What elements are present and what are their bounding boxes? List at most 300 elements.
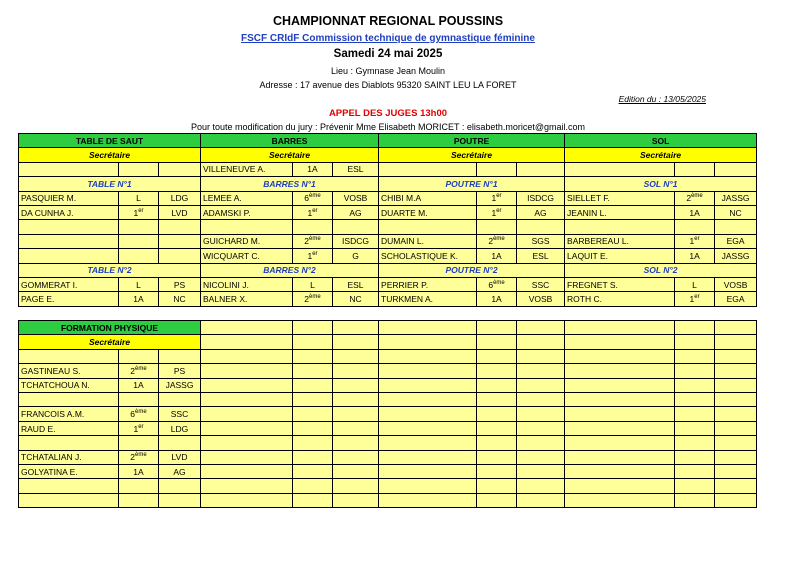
level-value: 2 xyxy=(130,365,136,376)
judge-name: PAGE E. xyxy=(19,292,119,306)
empty-cell xyxy=(333,306,379,320)
judge-level xyxy=(119,205,159,219)
level-value: 1A xyxy=(689,250,700,261)
empty-cell xyxy=(565,464,675,478)
empty-cell xyxy=(565,493,675,507)
judge-name: ADAMSKI P. xyxy=(201,205,293,219)
empty-cell xyxy=(333,421,379,435)
judge-name: TCHATALIAN J. xyxy=(19,450,119,464)
judge-row xyxy=(19,364,757,378)
judge-name: WICQUART C. xyxy=(201,249,293,263)
judge-level xyxy=(119,292,159,306)
empty-cell xyxy=(715,306,757,320)
group-title: TABLE N°2 xyxy=(19,263,201,277)
empty-cell xyxy=(715,464,757,478)
secretary-label: Secrétaire xyxy=(201,148,379,162)
level-suffix: ème xyxy=(493,236,505,243)
formation-header-row xyxy=(19,321,757,335)
judge-name: PASQUIER M. xyxy=(19,191,119,205)
empty-cell xyxy=(565,349,675,363)
empty-cell xyxy=(293,436,333,450)
judge-club xyxy=(159,249,201,263)
empty-cell xyxy=(477,464,517,478)
judge-level xyxy=(119,450,159,464)
formation-secretary-row xyxy=(19,335,757,349)
spacer-row xyxy=(19,306,757,320)
judge-level xyxy=(675,205,715,219)
empty-cell xyxy=(19,349,119,363)
secretary-label: Secrétaire xyxy=(565,148,757,162)
judge-name: FRANCOIS A.M. xyxy=(19,407,119,421)
level-value: 2 xyxy=(488,236,494,247)
empty-cell xyxy=(201,450,293,464)
judge-club xyxy=(333,220,379,234)
level-value: 1A xyxy=(491,293,502,304)
group-title: TABLE N°1 xyxy=(19,177,201,191)
level-suffix: ème xyxy=(309,193,321,200)
empty-cell xyxy=(293,450,333,464)
judge-level xyxy=(293,277,333,291)
secretary-label: Secrétaire xyxy=(379,148,565,162)
empty-cell xyxy=(379,421,477,435)
empty-cell xyxy=(379,450,477,464)
level-suffix: ème xyxy=(691,193,703,200)
judge-club: ISDCG xyxy=(333,234,379,248)
empty-cell xyxy=(333,450,379,464)
level-suffix: ème xyxy=(309,293,321,300)
judge-level xyxy=(119,464,159,478)
secretary-header-row xyxy=(19,148,757,162)
empty-cell xyxy=(715,407,757,421)
empty-cell xyxy=(201,493,293,507)
judge-club: LDG xyxy=(159,191,201,205)
level-value: 1 xyxy=(491,193,497,204)
judge-level xyxy=(675,249,715,263)
judge-club xyxy=(159,220,201,234)
judge-club: VOSB xyxy=(333,191,379,205)
judge-name: RAUD E. xyxy=(19,421,119,435)
empty-cell xyxy=(379,493,477,507)
empty-cell xyxy=(333,407,379,421)
level-value: 2 xyxy=(304,236,310,247)
empty-cell xyxy=(565,335,675,349)
empty-cell xyxy=(379,479,477,493)
empty-cell xyxy=(19,306,119,320)
judge-level xyxy=(119,191,159,205)
judge-club xyxy=(159,393,201,407)
empty-cell xyxy=(293,378,333,392)
empty-cell xyxy=(477,421,517,435)
empty-cell xyxy=(477,335,517,349)
judge-name: ROTH C. xyxy=(565,292,675,306)
empty-cell xyxy=(675,464,715,478)
judge-level xyxy=(293,191,333,205)
judge-level xyxy=(477,234,517,248)
empty-cell xyxy=(565,450,675,464)
judge-club: NC xyxy=(333,292,379,306)
empty-cell xyxy=(565,321,675,335)
empty-cell xyxy=(715,321,757,335)
judge-level xyxy=(119,378,159,392)
empty-cell xyxy=(379,378,477,392)
empty-cell xyxy=(293,364,333,378)
empty-cell xyxy=(565,393,675,407)
judge-level xyxy=(293,234,333,248)
level-value: 6 xyxy=(304,193,310,204)
judge-club: VOSB xyxy=(715,277,757,291)
empty-cell xyxy=(477,162,517,176)
judge-level xyxy=(119,249,159,263)
level-value: 2 xyxy=(130,452,136,463)
judge-name: BALNER X. xyxy=(201,292,293,306)
group-title: POUTRE N°1 xyxy=(379,177,565,191)
judge-level xyxy=(477,191,517,205)
judge-club: AG xyxy=(517,205,565,219)
judge-level xyxy=(119,479,159,493)
judge-row xyxy=(19,393,757,407)
judge-row xyxy=(19,292,757,306)
empty-cell xyxy=(477,479,517,493)
empty-cell xyxy=(517,479,565,493)
judge-row xyxy=(19,464,757,478)
level-value: L xyxy=(136,279,141,290)
judge-club: LVD xyxy=(159,205,201,219)
judge-name xyxy=(201,220,293,234)
judge-name: JEANIN L. xyxy=(565,205,675,219)
document-title: CHAMPIONNAT REGIONAL POUSSINS xyxy=(272,14,504,28)
secretary-row xyxy=(19,162,757,176)
judge-club: NC xyxy=(715,205,757,219)
empty-cell xyxy=(675,436,715,450)
judge-name xyxy=(19,493,119,507)
judge-name xyxy=(565,220,675,234)
empty-cell xyxy=(333,364,379,378)
judge-club: AG xyxy=(333,205,379,219)
empty-cell xyxy=(19,162,119,176)
empty-cell xyxy=(293,321,333,335)
empty-cell xyxy=(675,321,715,335)
judge-club: G xyxy=(333,249,379,263)
judge-club: ESL xyxy=(517,249,565,263)
empty-cell xyxy=(517,421,565,435)
judge-club: EGA xyxy=(715,234,757,248)
empty-cell xyxy=(333,464,379,478)
empty-cell xyxy=(477,321,517,335)
judge-club: ESL xyxy=(333,162,379,176)
empty-cell xyxy=(333,493,379,507)
level-value: 6 xyxy=(130,409,136,420)
empty-cell xyxy=(379,306,477,320)
empty-cell xyxy=(379,162,477,176)
level-suffix: ème xyxy=(493,279,505,286)
section-poutre: POUTRE xyxy=(379,134,565,148)
judge-name: SIELLET F. xyxy=(565,191,675,205)
empty-cell xyxy=(293,493,333,507)
level-value: 1 xyxy=(133,423,139,434)
judge-club xyxy=(715,220,757,234)
judge-club: LDG xyxy=(159,421,201,435)
empty-cell xyxy=(565,436,675,450)
empty-cell xyxy=(477,364,517,378)
judge-level xyxy=(675,277,715,291)
judge-club: LVD xyxy=(159,450,201,464)
empty-cell xyxy=(565,162,675,176)
level-suffix: er xyxy=(138,423,144,430)
empty-cell xyxy=(293,306,333,320)
empty-cell xyxy=(565,479,675,493)
judge-name xyxy=(19,393,119,407)
level-value: 1 xyxy=(133,207,139,218)
judge-level xyxy=(675,292,715,306)
judge-level xyxy=(293,220,333,234)
judge-level xyxy=(293,249,333,263)
empty-cell xyxy=(565,378,675,392)
empty-cell xyxy=(333,479,379,493)
judge-name: GOMMERAT I. xyxy=(19,277,119,291)
empty-cell xyxy=(675,450,715,464)
judge-row xyxy=(19,220,757,234)
empty-cell xyxy=(379,364,477,378)
empty-cell xyxy=(333,378,379,392)
empty-cell xyxy=(201,393,293,407)
judge-row xyxy=(19,421,757,435)
judge-row xyxy=(19,450,757,464)
empty-cell xyxy=(675,493,715,507)
empty-cell xyxy=(517,436,565,450)
judge-level: 1A xyxy=(293,162,333,176)
judge-club: NC xyxy=(159,292,201,306)
judge-level xyxy=(477,205,517,219)
empty-cell xyxy=(379,407,477,421)
empty-cell xyxy=(159,349,201,363)
judge-row xyxy=(19,191,757,205)
empty-cell xyxy=(201,349,293,363)
judge-level xyxy=(675,234,715,248)
edition-date: Edition du : 13/05/2025 xyxy=(618,94,706,104)
empty-cell xyxy=(379,349,477,363)
empty-cell xyxy=(333,393,379,407)
section-formation-physique: FORMATION PHYSIQUE xyxy=(19,321,201,335)
judge-name xyxy=(19,234,119,248)
empty-cell xyxy=(333,335,379,349)
judge-name: BARBEREAU L. xyxy=(565,234,675,248)
judge-row xyxy=(19,205,757,219)
judge-row xyxy=(19,493,757,507)
formation-blank-row xyxy=(19,349,757,363)
empty-cell xyxy=(517,464,565,478)
judge-club xyxy=(159,479,201,493)
level-value: L xyxy=(692,279,697,290)
judge-club: VOSB xyxy=(517,292,565,306)
empty-cell xyxy=(477,378,517,392)
empty-cell xyxy=(715,436,757,450)
level-suffix: er xyxy=(312,207,318,214)
judge-name: FREGNET S. xyxy=(565,277,675,291)
empty-cell xyxy=(715,162,757,176)
empty-cell xyxy=(477,407,517,421)
judge-name xyxy=(19,479,119,493)
empty-cell xyxy=(293,349,333,363)
empty-cell xyxy=(379,393,477,407)
empty-cell xyxy=(715,450,757,464)
judge-club: EGA xyxy=(715,292,757,306)
judge-level xyxy=(119,407,159,421)
group-title: SOL N°2 xyxy=(565,263,757,277)
empty-cell xyxy=(119,306,159,320)
judge-row xyxy=(19,234,757,248)
level-suffix: er xyxy=(312,250,318,257)
empty-cell xyxy=(201,335,293,349)
empty-cell xyxy=(477,450,517,464)
empty-cell xyxy=(201,421,293,435)
judge-name: GUICHARD M. xyxy=(201,234,293,248)
empty-cell xyxy=(293,335,333,349)
empty-cell xyxy=(675,364,715,378)
level-value: L xyxy=(136,193,141,204)
judge-level xyxy=(119,220,159,234)
empty-cell xyxy=(517,364,565,378)
empty-cell xyxy=(201,364,293,378)
judge-level xyxy=(119,421,159,435)
judge-level xyxy=(675,220,715,234)
judge-level xyxy=(477,277,517,291)
judge-name: DUMAIN L. xyxy=(379,234,477,248)
empty-cell xyxy=(517,349,565,363)
empty-cell xyxy=(517,450,565,464)
judge-name: LAQUIT E. xyxy=(565,249,675,263)
empty-cell xyxy=(333,321,379,335)
level-value: 2 xyxy=(686,193,692,204)
apparatus-header-row xyxy=(19,134,757,148)
empty-cell xyxy=(477,306,517,320)
empty-cell xyxy=(201,306,293,320)
judge-club: JASSG xyxy=(715,191,757,205)
judge-club xyxy=(159,234,201,248)
judge-name xyxy=(379,220,477,234)
empty-cell xyxy=(715,393,757,407)
judge-name: GASTINEAU S. xyxy=(19,364,119,378)
group-title: SOL N°1 xyxy=(565,177,757,191)
level-suffix: er xyxy=(694,293,700,300)
level-suffix: ème xyxy=(135,409,147,416)
level-value: 1A xyxy=(689,207,700,218)
secretary-label: Secrétaire xyxy=(19,148,201,162)
event-venue: Lieu : Gymnase Jean Moulin xyxy=(330,66,446,76)
judge-level xyxy=(119,493,159,507)
judge-club: AG xyxy=(159,464,201,478)
judge-club: JASSG xyxy=(715,249,757,263)
empty-cell xyxy=(715,349,757,363)
empty-cell xyxy=(675,393,715,407)
empty-cell xyxy=(119,162,159,176)
empty-cell xyxy=(675,378,715,392)
empty-cell xyxy=(675,306,715,320)
empty-cell xyxy=(675,421,715,435)
empty-cell xyxy=(565,407,675,421)
empty-cell xyxy=(517,493,565,507)
judge-level xyxy=(293,292,333,306)
judge-level xyxy=(119,393,159,407)
empty-cell xyxy=(333,436,379,450)
empty-cell xyxy=(201,479,293,493)
contact-notice: Pour toute modification du jury : Prévenir Mme Elisabeth MORICET : elisabeth.moricet@gmail.com xyxy=(190,122,586,132)
judge-club: SGS xyxy=(517,234,565,248)
event-date: Samedi 24 mai 2025 xyxy=(333,48,443,60)
judge-row xyxy=(19,249,757,263)
judges-table xyxy=(18,133,757,508)
judge-name: PERRIER P. xyxy=(379,277,477,291)
empty-cell xyxy=(517,393,565,407)
judge-row xyxy=(19,407,757,421)
empty-cell xyxy=(565,364,675,378)
level-value: 1A xyxy=(133,466,144,477)
level-value: 1 xyxy=(307,250,313,261)
empty-cell xyxy=(517,162,565,176)
empty-cell xyxy=(715,378,757,392)
empty-cell xyxy=(675,349,715,363)
secretary-label: Secrétaire xyxy=(19,335,201,349)
level-value: 1 xyxy=(491,207,497,218)
empty-cell xyxy=(201,407,293,421)
judge-name xyxy=(19,249,119,263)
judge-name: TCHATCHOUA N. xyxy=(19,378,119,392)
judge-row xyxy=(19,378,757,392)
judge-level xyxy=(477,292,517,306)
empty-cell xyxy=(715,479,757,493)
empty-cell xyxy=(675,162,715,176)
judge-row xyxy=(19,479,757,493)
judge-name: TURKMEN A. xyxy=(379,292,477,306)
judge-level xyxy=(675,191,715,205)
empty-cell xyxy=(477,493,517,507)
empty-cell xyxy=(379,464,477,478)
empty-cell xyxy=(517,321,565,335)
empty-cell xyxy=(715,335,757,349)
judge-level xyxy=(293,205,333,219)
empty-cell xyxy=(119,349,159,363)
empty-cell xyxy=(715,493,757,507)
judge-name: LEMEE A. xyxy=(201,191,293,205)
level-suffix: ème xyxy=(309,236,321,243)
empty-cell xyxy=(201,436,293,450)
empty-cell xyxy=(293,407,333,421)
judges-call-time: APPEL DES JUGES 13h00 xyxy=(328,108,448,119)
judge-name: CHIBI M.A xyxy=(379,191,477,205)
empty-cell xyxy=(159,162,201,176)
empty-cell xyxy=(159,306,201,320)
judge-row xyxy=(19,277,757,291)
judge-level xyxy=(119,364,159,378)
section-table-de-saut: TABLE DE SAUT xyxy=(19,134,201,148)
empty-cell xyxy=(517,335,565,349)
level-suffix: ème xyxy=(135,365,147,372)
judge-club: PS xyxy=(159,364,201,378)
empty-cell xyxy=(517,407,565,421)
level-value: L xyxy=(310,279,315,290)
group-header-row xyxy=(19,177,757,191)
level-suffix: er xyxy=(138,207,144,214)
judge-club xyxy=(159,436,201,450)
empty-cell xyxy=(379,335,477,349)
empty-cell xyxy=(379,436,477,450)
level-value: 2 xyxy=(304,293,310,304)
level-suffix: ème xyxy=(135,452,147,459)
empty-cell xyxy=(565,421,675,435)
judge-name: VILLENEUVE A. xyxy=(201,162,293,176)
empty-cell xyxy=(675,479,715,493)
judge-club xyxy=(159,493,201,507)
level-value: 1 xyxy=(689,236,695,247)
